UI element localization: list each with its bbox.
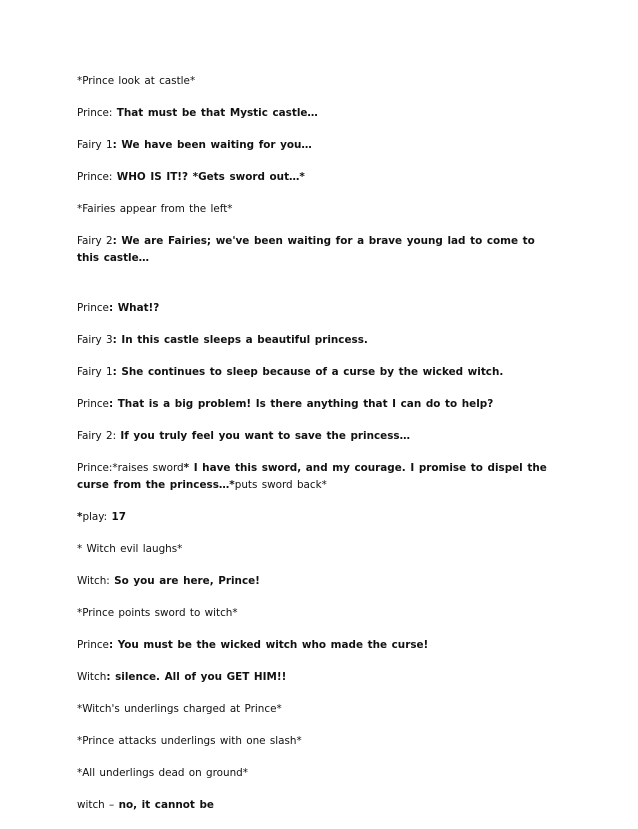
stage-direction: * Witch evil laughs* (77, 543, 183, 555)
stage-direction: *Fairies appear from the left* (77, 203, 233, 215)
script-line (77, 73, 557, 90)
play-number: 17 (111, 511, 126, 523)
stage-direction: puts sword back* (234, 479, 327, 491)
script-line (77, 637, 557, 654)
dialogue-text: no, it cannot be (118, 799, 214, 811)
script-line (77, 169, 557, 186)
script-line (77, 541, 557, 558)
script-line (77, 797, 557, 814)
script-line (77, 332, 557, 349)
script-line (77, 765, 557, 782)
stage-direction: *All underlings dead on ground* (77, 767, 248, 779)
dialogue-text: * I have this sword, and my courage. I promise to dispel the curse from the princess…* (77, 462, 547, 491)
speaker-label: Witch: (77, 575, 115, 587)
speaker-label: Prince (77, 398, 109, 410)
script-line (77, 460, 557, 494)
play-label: play: (82, 511, 112, 523)
script-line (77, 201, 557, 218)
asterisk-mark: * (77, 511, 83, 523)
dialogue-text: : What!? (108, 302, 160, 314)
dialogue-text: : We have been waiting for you… (112, 139, 312, 151)
script-line (77, 105, 557, 122)
speaker-label: Fairy 3 (77, 334, 113, 346)
script-line (77, 233, 557, 267)
stage-direction: *Prince attacks underlings with one slash* (77, 735, 302, 747)
script-line (77, 605, 557, 622)
script-line (77, 669, 557, 686)
dialogue-text: : In this castle sleeps a beautiful princess. (112, 334, 368, 346)
dialogue-text: So you are here, Prince! (114, 575, 260, 587)
speaker-label: Prince (77, 639, 109, 651)
script-line (77, 137, 557, 154)
script-line (77, 701, 557, 718)
speaker-label: Fairy 1 (77, 366, 113, 378)
stage-direction: *Prince look at castle* (77, 75, 196, 87)
script-line (77, 573, 557, 590)
script-line (77, 364, 557, 381)
dialogue-text: : You must be the wicked witch who made the curse! (108, 639, 429, 651)
script-line (77, 509, 557, 526)
dialogue-text: That must be that Mystic castle… (116, 107, 318, 119)
dialogue-text: : We are Fairies; we've been waiting for a brave young lad to come to this castle… (77, 235, 535, 264)
speaker-label: Witch (77, 671, 107, 683)
script-line (77, 733, 557, 750)
script-body (77, 73, 557, 829)
speaker-label: Prince (77, 302, 109, 314)
speaker-label: Prince:*raises sword (77, 462, 184, 474)
speaker-label: Fairy 2: (77, 430, 121, 442)
dialogue-text: : She continues to sleep because of a curse by the wicked witch. (112, 366, 504, 378)
speaker-label: Fairy 2 (77, 235, 113, 247)
dialogue-text: WHO IS IT!? *Gets sword out…* (116, 171, 305, 183)
speaker-label: Fairy 1 (77, 139, 113, 151)
speaker-label: Prince: (77, 107, 117, 119)
stage-direction: *Witch's underlings charged at Prince* (77, 703, 282, 715)
stage-direction: *Prince points sword to witch* (77, 607, 238, 619)
script-line (77, 428, 557, 445)
dialogue-text: : silence. All of you GET HIM!! (106, 671, 287, 683)
script-line (77, 396, 557, 413)
dialogue-text: If you truly feel you want to save the princess… (120, 430, 410, 442)
script-line (77, 300, 557, 317)
speaker-label: Prince: (77, 171, 117, 183)
speaker-label: witch – (77, 799, 119, 811)
dialogue-text: : That is a big problem! Is there anything that I can do to help? (108, 398, 494, 410)
